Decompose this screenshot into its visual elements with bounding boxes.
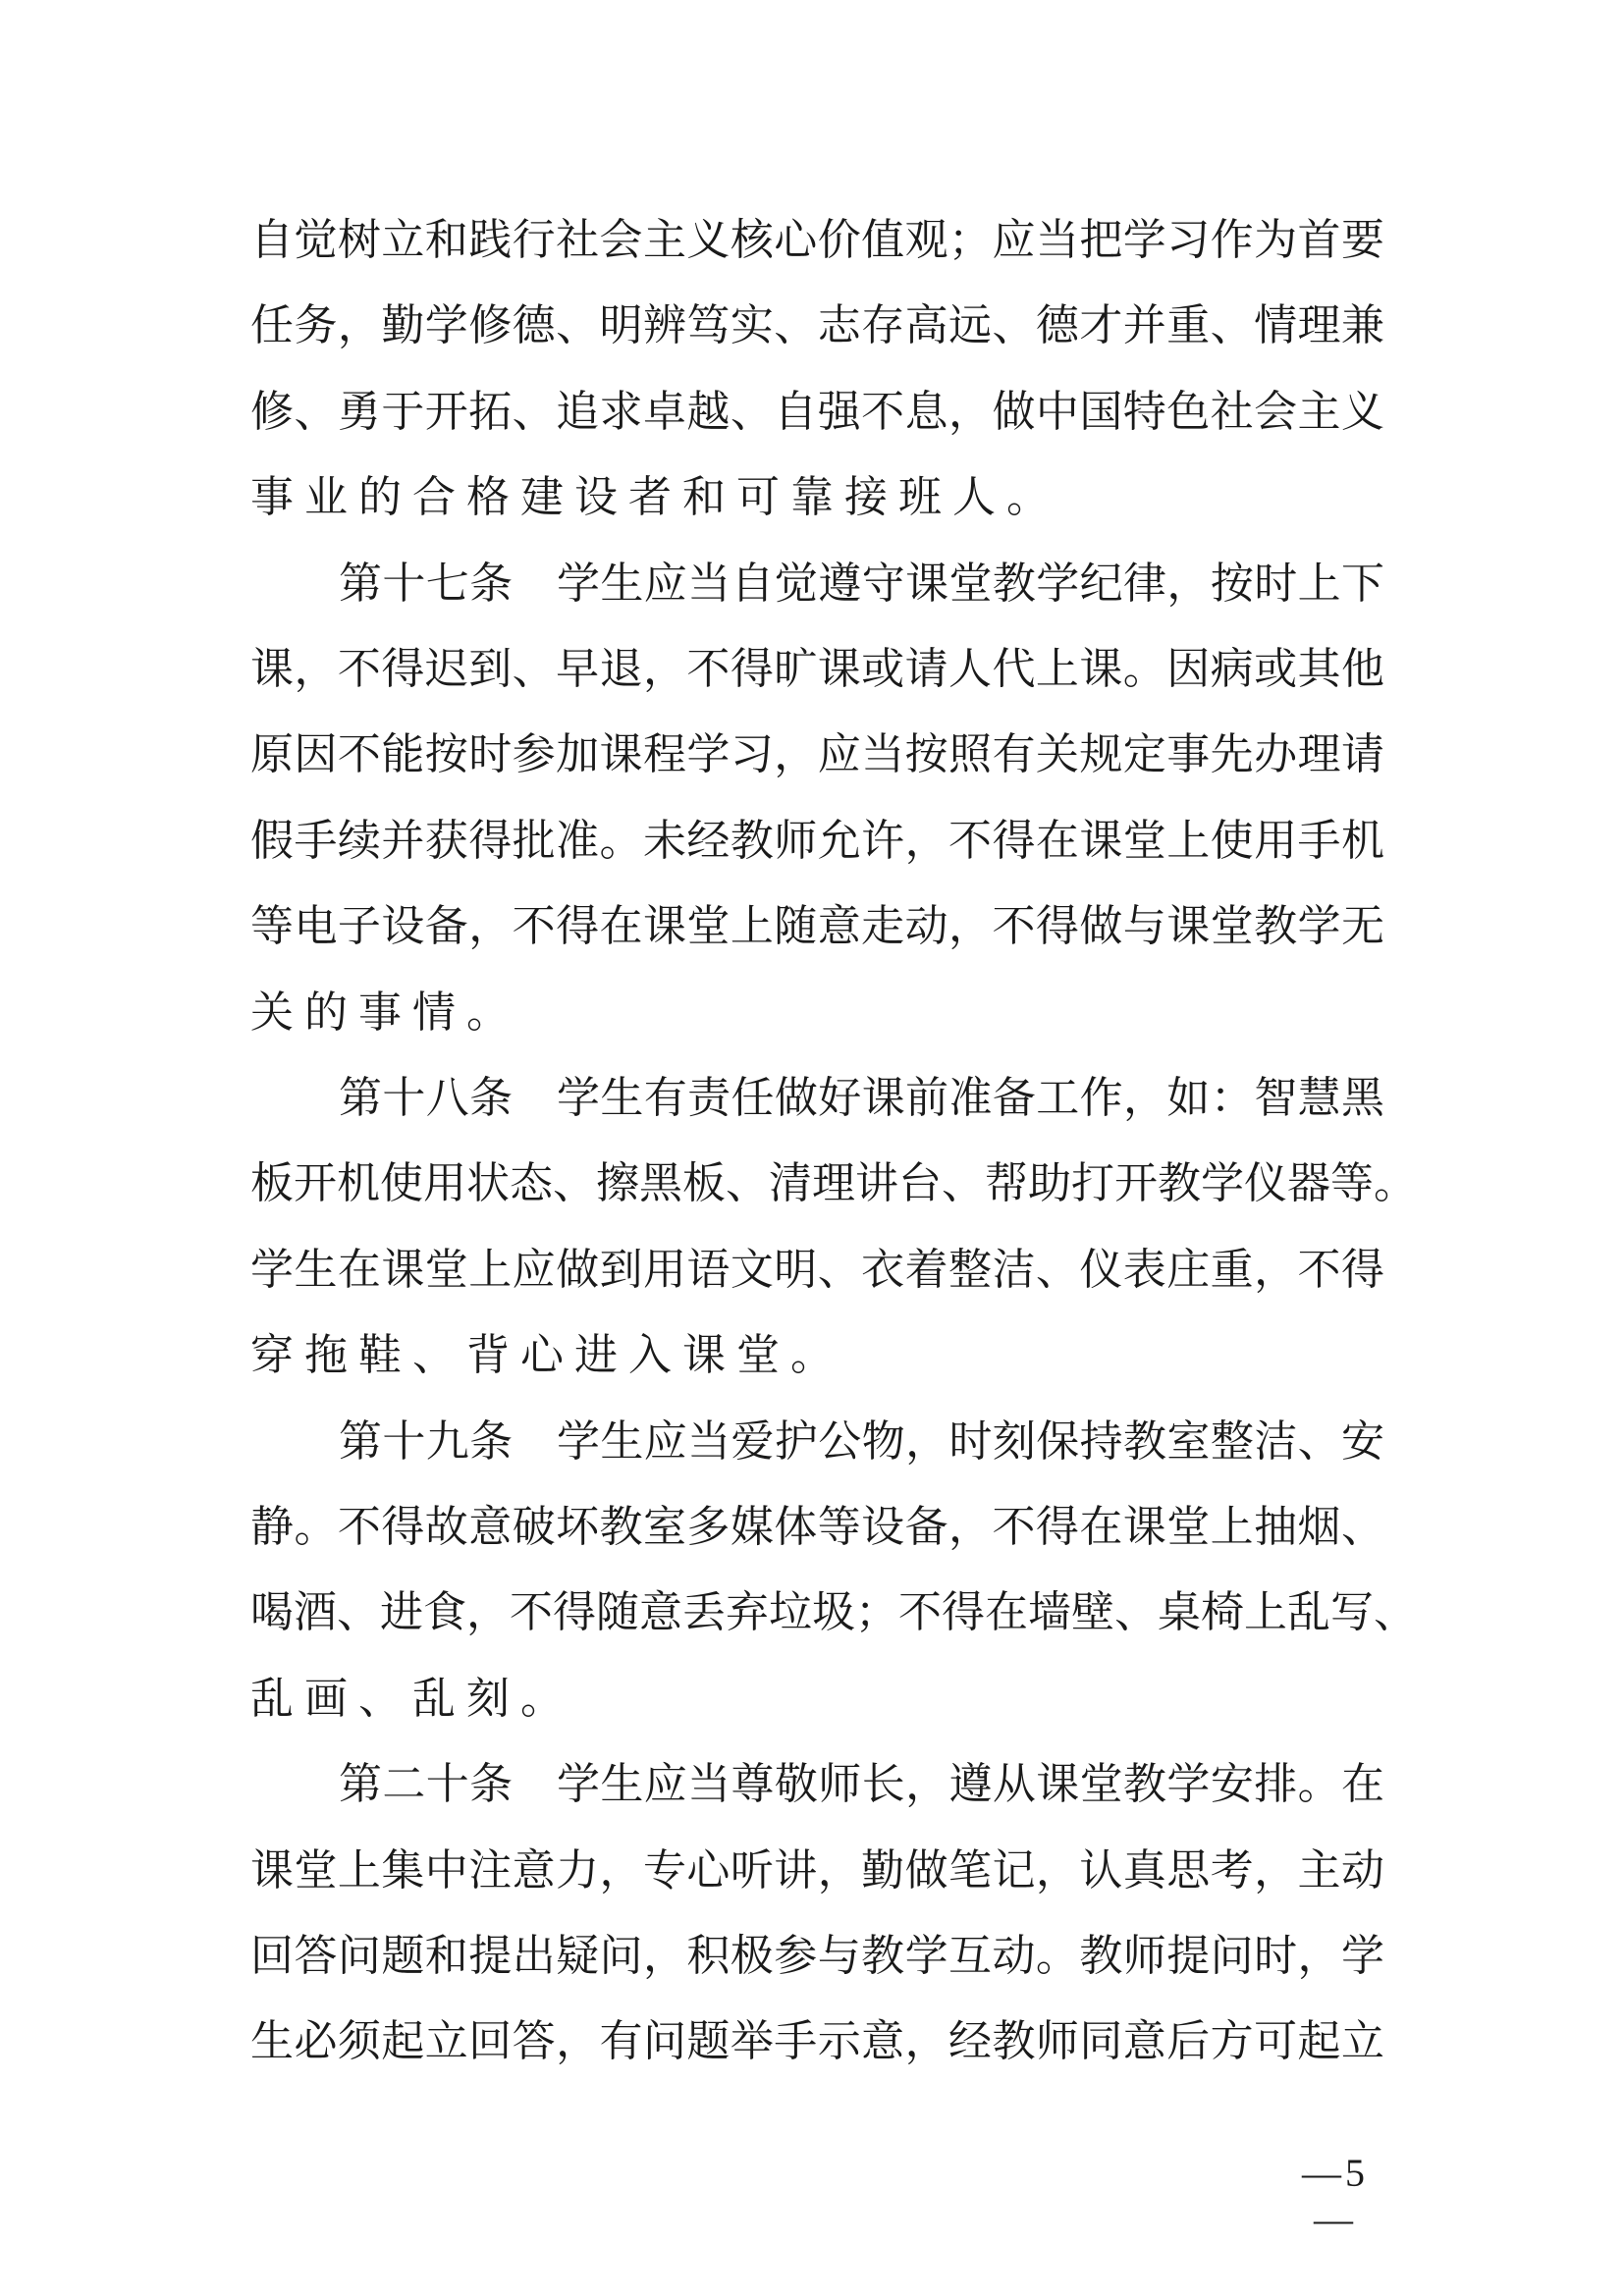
text-line: 等电子设备，不得在课堂上随意走动，不得做与课堂教学无 [250, 901, 1384, 952]
text-line: 学生在课堂上应做到用语文明、衣着整洁、仪表庄重，不得 [250, 1244, 1384, 1295]
text-line: 静。不得故意破坏教室多媒体等设备，不得在课堂上抽烟、 [250, 1502, 1384, 1552]
page-number: —5 — [1302, 2151, 1369, 2241]
text-line: 原因不能按时参加课程学习，应当按照有关规定事先办理请 [250, 729, 1384, 780]
text-line: 事业的合格建设者和可靠接班人。 [250, 472, 1060, 523]
text-line: 穿拖鞋、背心进入课堂。 [250, 1330, 844, 1381]
text-line: 生必须起立回答，有问题举手示意，经教师同意后方可起立 [250, 2016, 1384, 2067]
text-line: 任务，勤学修德、明辨笃实、志存高远、德才并重、情理兼 [250, 300, 1384, 351]
text-line: 板开机使用状态、擦黑板、清理讲台、帮助打开教学仪器等。 [250, 1158, 1417, 1209]
text-line: 课，不得迟到、早退，不得旷课或请人代上课。因病或其他 [250, 644, 1384, 694]
text-line: 假手续并获得批准。未经教师允许，不得在课堂上使用手机 [250, 815, 1384, 866]
article-17-heading-line: 第十七条 学生应当自觉遵守课堂教学纪律，按时上下 [339, 558, 1384, 609]
article-19-heading-line: 第十九条 学生应当爱护公物，时刻保持教室整洁、安 [339, 1415, 1384, 1467]
text-line: 自觉树立和践行社会主义核心价值观；应当把学习作为首要 [250, 215, 1384, 265]
text-line: 回答问题和提出疑问，积极参与教学互动。教师提问时，学 [250, 1931, 1384, 1981]
text-line: 乱画、乱刻。 [250, 1673, 574, 1724]
text-line: 修、勇于开拓、追求卓越、自强不息，做中国特色社会主义 [250, 386, 1384, 437]
text-line: 喝酒、进食，不得随意丢弃垃圾；不得在墙壁、桌椅上乱写、 [250, 1587, 1417, 1638]
article-20-heading-line: 第二十条 学生应当尊敬师长，遵从课堂教学安排。在 [339, 1759, 1384, 1810]
text-line: 关的事情。 [250, 987, 520, 1038]
text-line: 课堂上集中注意力，专心听讲，勤做笔记，认真思考，主动 [250, 1844, 1384, 1896]
article-18-heading-line: 第十八条 学生有责任做好课前准备工作，如：智慧黑 [339, 1073, 1384, 1123]
